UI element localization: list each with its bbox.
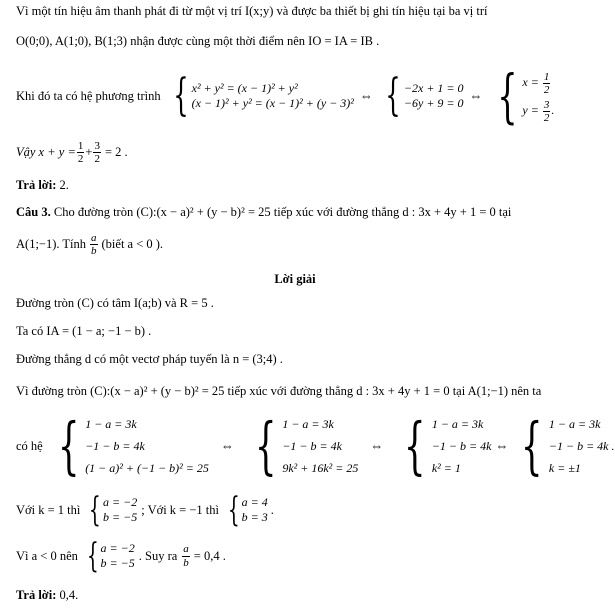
equation: k² = 1 [431, 461, 461, 475]
text: Vì a < 0 nên [16, 548, 78, 563]
answer-value: 2. [59, 178, 69, 192]
equivalence-arrow: ⇔ [359, 88, 373, 103]
system-final: { a = −2 b = −5 [86, 536, 135, 576]
answer-label: Trả lời: [16, 178, 57, 192]
equation: −6y + 9 = 0 [403, 96, 464, 110]
answer-label: Trả lời: [16, 588, 57, 602]
fraction: $\frac{1}{2}$ [77, 140, 84, 166]
plus-sign: + [85, 145, 93, 160]
conclusion-line [16, 536, 226, 576]
fraction: $\frac{3}{2}$ [94, 140, 100, 166]
text: Vậy x + y = [16, 145, 76, 160]
sum-line [16, 140, 128, 165]
text: Với k = 1 thì [16, 502, 81, 517]
equation: 1 − a = 3k [431, 417, 484, 431]
equation: −2x + 1 = 0 [403, 81, 464, 95]
equation: b = −5 [100, 556, 135, 570]
text: . Suy ra [138, 548, 178, 563]
equivalence-arrow: ⇔ [370, 438, 384, 453]
equation: b = −5 [103, 510, 138, 524]
equation-system-line [16, 410, 615, 482]
fraction: $\frac{a}{b}$ [91, 232, 97, 258]
system-case-1: { a = −2 b = −5 [89, 490, 138, 530]
text-line: O(0;0), A(1;0), B(1;3) nhận được cùng một thời điểm nên IO = IA = IB . [16, 34, 380, 48]
text: = 2 . [104, 145, 128, 160]
system-2: { 1 − a = 3k −1 − b = 4k 9k² + 16k² = 25 [254, 409, 359, 482]
system-1: { 1 − a = 3k −1 − b = 4k (1 − a)² + (−1 − b)² = 25 [57, 409, 209, 482]
question-text: Cho đường tròn (C):(x − a)² + (y − b)² = 25 tiếp xúc với đường thẳng d : 3x + 4y + 1 = 0 tại [53, 205, 512, 219]
system-a: { x² + y² = (x − 1)² + y² (x − 1)² + y² = (x − 1)² + (y − 3)² [172, 70, 354, 121]
system-case-2: { a = 4 b = 3 [227, 490, 268, 530]
equation: 1 − a = 3k [548, 417, 601, 431]
question-line [16, 205, 511, 220]
equation: a = −2 [103, 495, 138, 509]
text-line: Ta có IA = (1 − a; −1 − b) . [16, 324, 152, 338]
equation: −1 − b = 4k [282, 439, 342, 453]
variable: y = [522, 103, 539, 117]
equation: −1 − b = 4k [85, 439, 145, 453]
equivalence-arrow: ⇔ [495, 438, 509, 453]
solution-title: Lời giải [274, 272, 316, 286]
equation: k = ±1 [548, 461, 581, 475]
text-line: Vì một tín hiệu âm thanh phát đi từ một vị trí I(x;y) và được ba thiết bị ghi tín hiệu tại ba vị trí [16, 4, 488, 18]
equivalence-arrow: ⇔ [469, 88, 483, 103]
text: có hệ [16, 438, 43, 453]
variable: x = [522, 75, 539, 89]
case-line [16, 490, 274, 530]
fraction: $\frac{a}{b}$ [183, 543, 189, 569]
fraction: $\frac{3}{2}$ [543, 98, 550, 124]
answer-line [16, 588, 78, 603]
system-c: { x = $\frac{1}{2}$ y = $\frac{3}{2}$ . [496, 62, 555, 130]
text: . [270, 502, 274, 517]
equation: −1 − b = 4k . [548, 439, 615, 453]
question-label: Câu 3. [16, 205, 51, 219]
equation-system-line [16, 62, 555, 130]
text-line: Đường thẳng d có một vectơ pháp tuyến là n = (3;4) . [16, 352, 283, 366]
text: ; Với k = −1 thì [141, 502, 219, 517]
equation: x² + y² = (x − 1)² + y² [191, 81, 298, 95]
equation: 1 − a = 3k [282, 417, 334, 431]
text-line: Đường tròn (C) có tâm I(a;b) và R = 5 . [16, 296, 214, 310]
equivalence-arrow: ⇔ [220, 438, 234, 453]
system-4: { 1 − a = 3k −1 − b = 4k . k = ±1 [521, 409, 615, 482]
equation: −1 − b = 4k [431, 439, 492, 453]
equation: a = 4 [241, 495, 268, 509]
equation: 1 − a = 3k [85, 417, 137, 431]
question-text: A(1;−1). Tính [16, 237, 87, 252]
system-3: { 1 − a = 3k −1 − b = 4k k² = 1 [404, 409, 492, 482]
answer-line [16, 178, 69, 193]
text: = 0,4 . [193, 548, 226, 563]
text-line: Vì đường tròn (C):(x − a)² + (y − b)² = 25 tiếp xúc với đường thẳng d : 3x + 4y + 1 = 0 tại A(1;−1) nên ta [16, 384, 542, 398]
equation: b = 3 [241, 510, 268, 524]
answer-value: 0,4. [59, 588, 79, 602]
question-line [16, 232, 163, 257]
equation: (x − 1)² + y² = (x − 1)² + (y − 3)² [191, 96, 354, 110]
text: Khi đó ta có hệ phương trình [16, 88, 161, 103]
equation: (1 − a)² + (−1 − b)² = 25 [85, 461, 209, 475]
question-text: (biết a < 0 ). [101, 237, 164, 252]
system-b: { −2x + 1 = 0 −6y + 9 = 0 [385, 70, 464, 121]
equation: a = −2 [100, 541, 135, 555]
fraction: $\frac{1}{2}$ [543, 70, 550, 96]
equation: 9k² + 16k² = 25 [282, 461, 359, 475]
